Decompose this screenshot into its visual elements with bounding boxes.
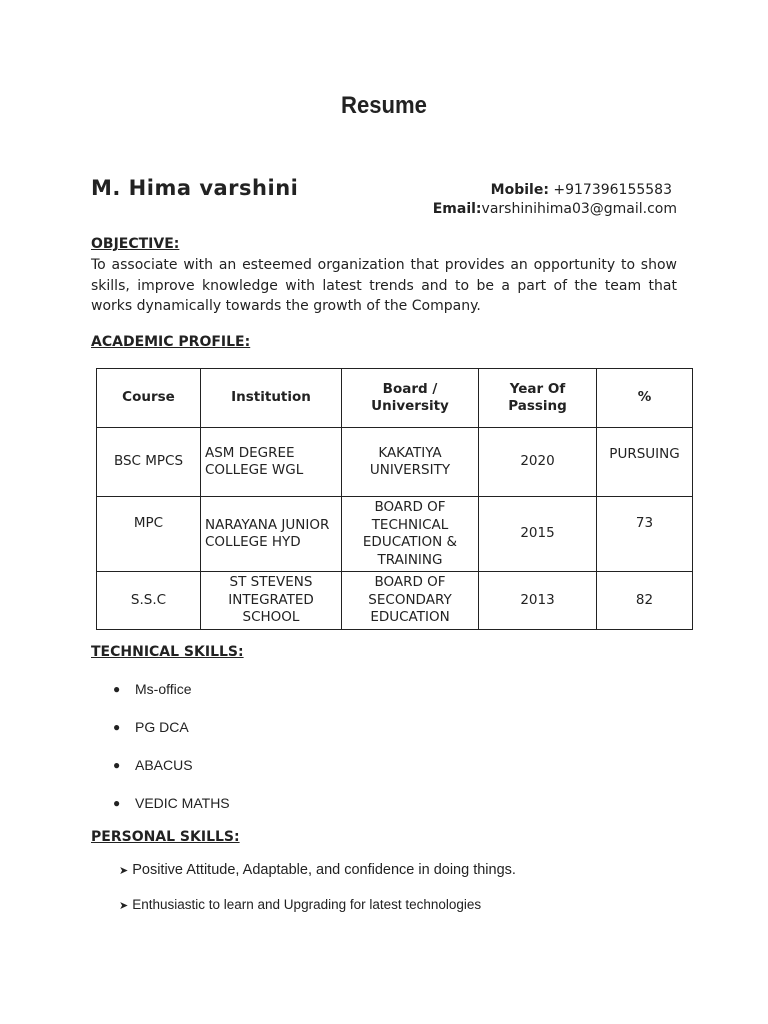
bullet-icon: ● (113, 758, 121, 772)
cell-institution: ST STEVENS INTEGRATED SCHOOL (201, 572, 342, 630)
mobile-value: +917396155583 (548, 182, 672, 198)
skill-label: PG DCA (135, 719, 189, 735)
cell-year: 2013 (479, 572, 597, 630)
mobile-label: Mobile: (490, 182, 549, 198)
skill-label: ABACUS (135, 757, 193, 773)
objective-text: To associate with an esteemed organization that provides an opportunity to show skills, improve knowledge with latest trends and to be a part of the team that works dynamically towards the growth of the Company. (91, 257, 677, 314)
cell-board: BOARD OF TECHNICAL EDUCATION & TRAINING (342, 497, 479, 572)
document-title: Resume (341, 92, 427, 119)
cell-percent: 73 (597, 497, 693, 572)
email-line (433, 201, 677, 217)
header-year: Year Of Passing (479, 369, 597, 428)
list-item (113, 794, 230, 832)
academic-table (96, 368, 693, 630)
arrow-bullet-icon: ➤ (119, 900, 129, 912)
table-row (97, 497, 693, 572)
candidate-name: M. Hima varshini (91, 176, 299, 200)
cell-percent: 82 (597, 572, 693, 630)
email-label: Email: (432, 201, 482, 217)
cell-board: BOARD OF SECONDARY EDUCATION (342, 572, 479, 630)
header-institution: Institution (201, 369, 342, 428)
list-item (119, 862, 516, 878)
cell-percent: PURSUING (597, 428, 693, 497)
bullet-icon: ● (113, 682, 121, 696)
cell-board: KAKATIYA UNIVERSITY (342, 428, 479, 497)
personal-skills-heading: PERSONAL SKILLS: (91, 829, 240, 845)
cell-course: MPC (97, 497, 201, 572)
technical-skills-list (113, 680, 230, 832)
list-item (113, 680, 230, 718)
skill-label: VEDIC MATHS (135, 795, 230, 811)
table-row (97, 572, 693, 630)
table-row (97, 428, 693, 497)
cell-institution: NARAYANA JUNIOR COLLEGE HYD (201, 497, 342, 572)
table-header-row (97, 369, 693, 428)
arrow-bullet-icon: ➤ (119, 865, 129, 877)
academic-heading: ACADEMIC PROFILE: (91, 334, 251, 350)
list-item (113, 756, 230, 794)
list-item (113, 718, 230, 756)
personal-skill-text: Enthusiastic to learn and Upgrading for latest technologies (132, 897, 482, 912)
email-value: varshinihima03@gmail.com (481, 201, 677, 217)
cell-course: BSC MPCS (97, 428, 201, 497)
list-item (119, 897, 481, 912)
objective-heading: OBJECTIVE: (91, 236, 180, 252)
cell-year: 2015 (479, 497, 597, 572)
header-percent: % (597, 369, 693, 428)
cell-course: S.S.C (97, 572, 201, 630)
cell-institution: ASM DEGREE COLLEGE WGL (201, 428, 342, 497)
personal-skill-text: Positive Attitude, Adaptable, and confidence in doing things. (132, 862, 516, 878)
cell-year: 2020 (479, 428, 597, 497)
header-course: Course (97, 369, 201, 428)
mobile-line (491, 182, 672, 198)
skill-label: Ms-office (135, 681, 192, 697)
technical-skills-heading: TECHNICAL SKILLS: (91, 644, 244, 660)
header-board: Board / University (342, 369, 479, 428)
bullet-icon: ● (113, 720, 121, 734)
bullet-icon: ● (113, 796, 121, 810)
